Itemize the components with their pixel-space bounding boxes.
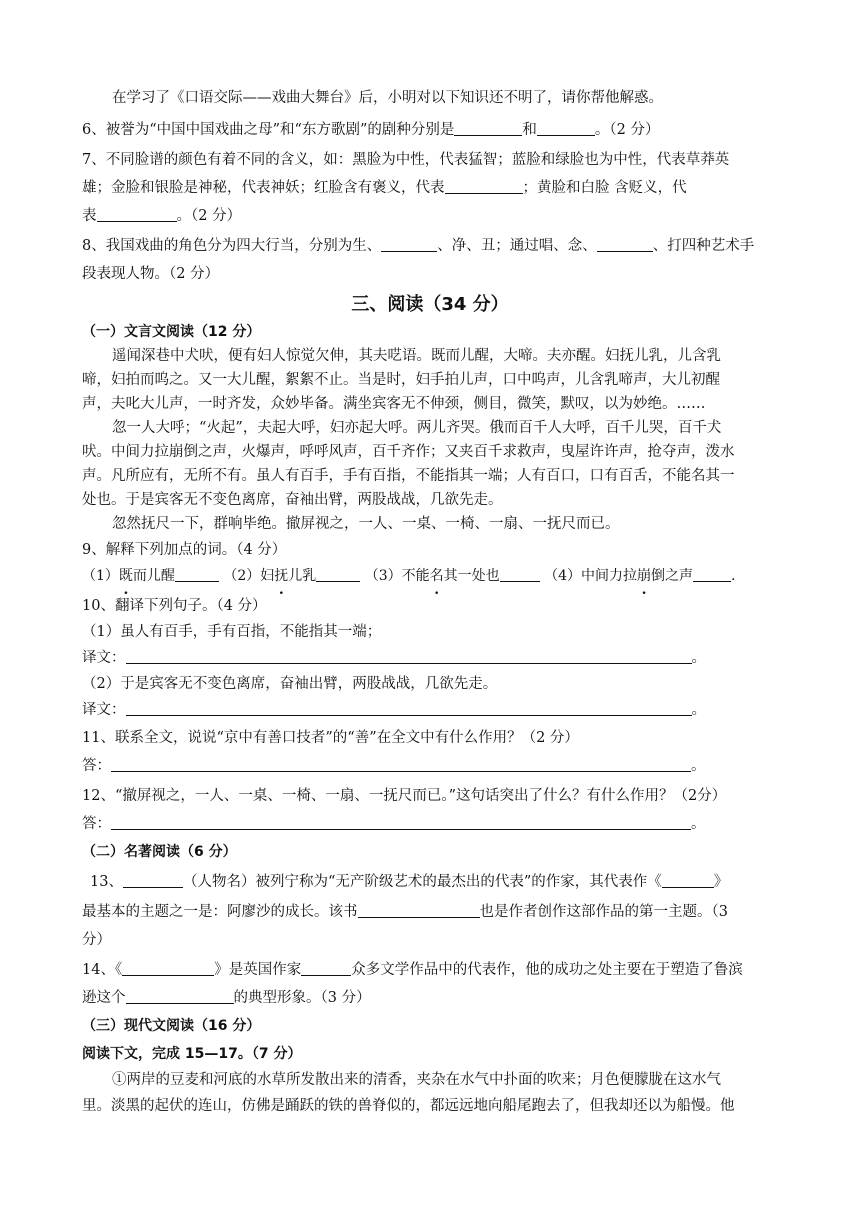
q13-blank-3[interactable]	[358, 903, 480, 918]
subsection-3-title: （三）现代文阅读（16 分）	[82, 1018, 261, 1034]
q10-end-2: 。	[691, 702, 706, 718]
q7-text-c: 表	[82, 208, 97, 224]
q12-answer-line[interactable]	[111, 815, 691, 830]
q11-label: 答：	[82, 758, 111, 774]
question-13-line-2	[82, 902, 728, 922]
q6-and: 和	[522, 122, 537, 138]
question-11-title: 11、联系全文，说说“京中有善口技者”的“善”在全文中有什么作用？（2 分）	[82, 730, 579, 746]
q9-1-dotted-word: 既	[118, 568, 133, 584]
q10-answer-line-2[interactable]	[126, 701, 692, 716]
q9-blank-4[interactable]	[693, 567, 731, 582]
q8-text-b: 、净、丑；通过唱、念、	[437, 238, 597, 254]
q8-text-a: 8、我国戏曲的角色分为四大行当，分别为生、	[82, 238, 382, 254]
q9-3-suffix: 其一处也	[443, 568, 500, 584]
question-7-line-3	[82, 206, 241, 226]
q13-blank-1[interactable]	[123, 873, 183, 888]
q12-answer	[82, 814, 706, 834]
q9-3-dotted-word: 名	[429, 568, 444, 584]
q10-sentence-1: （1）虽人有百手，手有百指，不能指其一端；	[82, 624, 382, 640]
q6-blank-2[interactable]	[537, 121, 595, 136]
q9-1-prefix: （1）	[82, 568, 119, 584]
q6-blank-1[interactable]	[454, 121, 522, 136]
q6-text: 6、被誉为“中国中国戏曲之母”和“东方歌剧”的剧种分别是	[82, 122, 455, 138]
question-9-items	[82, 566, 736, 586]
q11-answer	[82, 756, 706, 776]
q14-text-c: 众多文学作品中的代表作，他的成功之处主要在于塑造了鲁滨	[351, 962, 743, 978]
q7-text-a: 雄；金脸和银脸是神秘，代表神妖；红脸含有褒义，代表	[82, 180, 445, 196]
passage2-line-3: 声。凡所应有，无所不有。虽人有百手，手有百指，不能指其一端；人有百口，口有百舌，不能名其一	[82, 468, 735, 484]
q14-blank-2[interactable]	[301, 961, 351, 976]
q6-score: 。（2 分）	[594, 122, 660, 138]
q9-2-prefix: （2）妇	[223, 568, 275, 584]
q14-text-d: 逊这个	[82, 990, 126, 1006]
q12-end: 。	[691, 816, 706, 832]
q13-text-d: 最基本的主题之一是：阿廖沙的成长。该书	[82, 904, 358, 920]
passage1-line-2: 啼，妇拍而呜之。又一大儿醒，絮絮不止。当是时，妇手拍儿声，口中呜声，儿含乳啼声，大儿初醒	[82, 372, 720, 388]
q9-end: .	[731, 568, 736, 584]
reading-prompt: 阅读下文，完成 15—17。（7 分）	[82, 1046, 302, 1062]
q7-text-b: ；黄脸和白脸 含贬义，代	[522, 180, 687, 196]
q9-2-suffix: 儿乳	[288, 568, 317, 584]
q14-text-e: 的典型形象。（3 分）	[233, 990, 371, 1006]
q7-blank-1[interactable]	[445, 179, 523, 194]
question-8-line-1	[82, 236, 754, 256]
passage4-line-2: 里。淡黑的起伏的连山，仿佛是踊跃的铁的兽脊似的，都远远地向船尾跑去了，但我却还以为船慢。他	[82, 1098, 735, 1114]
question-10-title: 10、翻译下列句子。（4 分）	[82, 598, 267, 614]
q10-answer-line-1[interactable]	[126, 649, 692, 664]
passage2-line-1: 忽一人大呼；“火起”，夫起大呼，妇亦起大呼。两儿齐哭。俄而百千人大呼，百千儿哭，百千犬	[112, 420, 722, 436]
question-8-line-2: 段表现人物。（2 分）	[82, 266, 220, 282]
q9-blank-3[interactable]	[500, 567, 540, 582]
question-7-line-1: 7、不同脸谱的颜色有着不同的含义，如：黑脸为中性，代表猛智；蓝脸和绿脸也为中性，代表草莽英	[82, 152, 730, 168]
question-9-title: 9、解释下列加点的词。（4 分）	[82, 542, 287, 558]
q10-sentence-2: （2）于是宾客无不变色离席，奋袖出臂，两股战战，几欲先走。	[82, 676, 498, 692]
q10-answer-1	[82, 648, 706, 668]
q9-1-suffix: 而儿醒	[132, 568, 175, 584]
question-14-line-1	[82, 960, 743, 980]
q10-answer-2	[82, 700, 706, 720]
q9-4-prefix: （4）中间力拉	[544, 568, 638, 584]
q9-blank-2[interactable]	[316, 567, 360, 582]
q9-2-dotted-word: 抚	[274, 568, 289, 584]
question-13-line-3: 分）	[82, 932, 111, 948]
passage2-line-2: 吠。中间力拉崩倒之声，火爆声，呼呼风声，百千齐作；又夹百千求救声，曳屋许许声，抢夺声，泼水	[82, 444, 735, 460]
passage1-line-1: 遥闻深巷中犬吠，便有妇人惊觉欠伸，其夫呓语。既而儿醒，大啼。夫亦醒。妇抚儿乳，儿含乳	[112, 348, 721, 364]
q13-text-b: （人物名）被列宁称为“无产阶级艺术的最杰出的代表”的作家，其代表作《	[182, 874, 662, 890]
q7-blank-2[interactable]	[97, 207, 177, 222]
q13-text-c: 》	[713, 874, 729, 890]
q10-label-2: 译文：	[82, 702, 126, 718]
q9-3-prefix: （3）不能	[364, 568, 430, 584]
question-6	[82, 120, 659, 140]
subsection-2-title: （二）名著阅读（6 分）	[82, 844, 237, 860]
q13-number: 13、	[90, 874, 123, 890]
q13-text-e: 也是作者创作这部作品的第一主题。（3	[479, 904, 728, 920]
question-7-line-2	[82, 178, 687, 198]
intro-text: 在学习了《口语交际——戏曲大舞台》后，小明对以下知识还不明了，请你帮他解惑。	[112, 90, 663, 106]
passage4-line-1: ①两岸的豆麦和河底的水草所发散出来的清香，夹杂在水气中扑面的吹来；月色便朦胧在这水气	[112, 1072, 721, 1088]
section-3-title: 三、阅读（34 分）	[351, 294, 509, 315]
q10-end-1: 。	[691, 650, 706, 666]
q8-text-c: 、打四种艺术手	[652, 238, 755, 254]
q8-blank-1[interactable]	[381, 237, 437, 252]
q7-score: 。（2 分）	[176, 208, 242, 224]
question-12-title: 12、“撤屏视之，一人、一桌、一椅、一扇、一抚尺而已。”这句话突出了什么？有什么作用？（2分）	[82, 788, 727, 804]
q13-blank-2[interactable]	[662, 873, 714, 888]
q8-blank-2[interactable]	[597, 237, 653, 252]
q9-4-dotted-word: 崩	[637, 568, 652, 584]
q11-answer-line[interactable]	[111, 757, 691, 772]
q14-text-b: 》是英国作家	[214, 962, 302, 978]
q9-blank-1[interactable]	[175, 567, 219, 582]
q9-4-suffix: 倒之声	[651, 568, 694, 584]
question-14-line-2	[82, 988, 371, 1008]
passage2-line-4: 处也。于是宾客无不变色离席，奋袖出臂，两股战战，几欲先走。	[82, 492, 503, 508]
q12-label: 答：	[82, 816, 111, 832]
question-13-line-1	[90, 872, 728, 892]
subsection-1-title: （一）文言文阅读（12 分）	[82, 324, 261, 340]
q14-blank-3[interactable]	[126, 989, 234, 1004]
q11-end: 。	[691, 758, 706, 774]
passage1-line-3: 声，夫叱大儿声，一时齐发，众妙毕备。满坐宾客无不伸颈，侧目，微笑，默叹，以为妙绝。……	[82, 396, 706, 412]
q10-label-1: 译文：	[82, 650, 126, 666]
q14-blank-1[interactable]	[122, 961, 214, 976]
passage3-line: 忽然抚尺一下，群响毕绝。撤屏视之，一人、一桌、一椅、一扇、一抚尺而已。	[112, 516, 620, 532]
q14-text-a: 14、《	[82, 962, 123, 978]
